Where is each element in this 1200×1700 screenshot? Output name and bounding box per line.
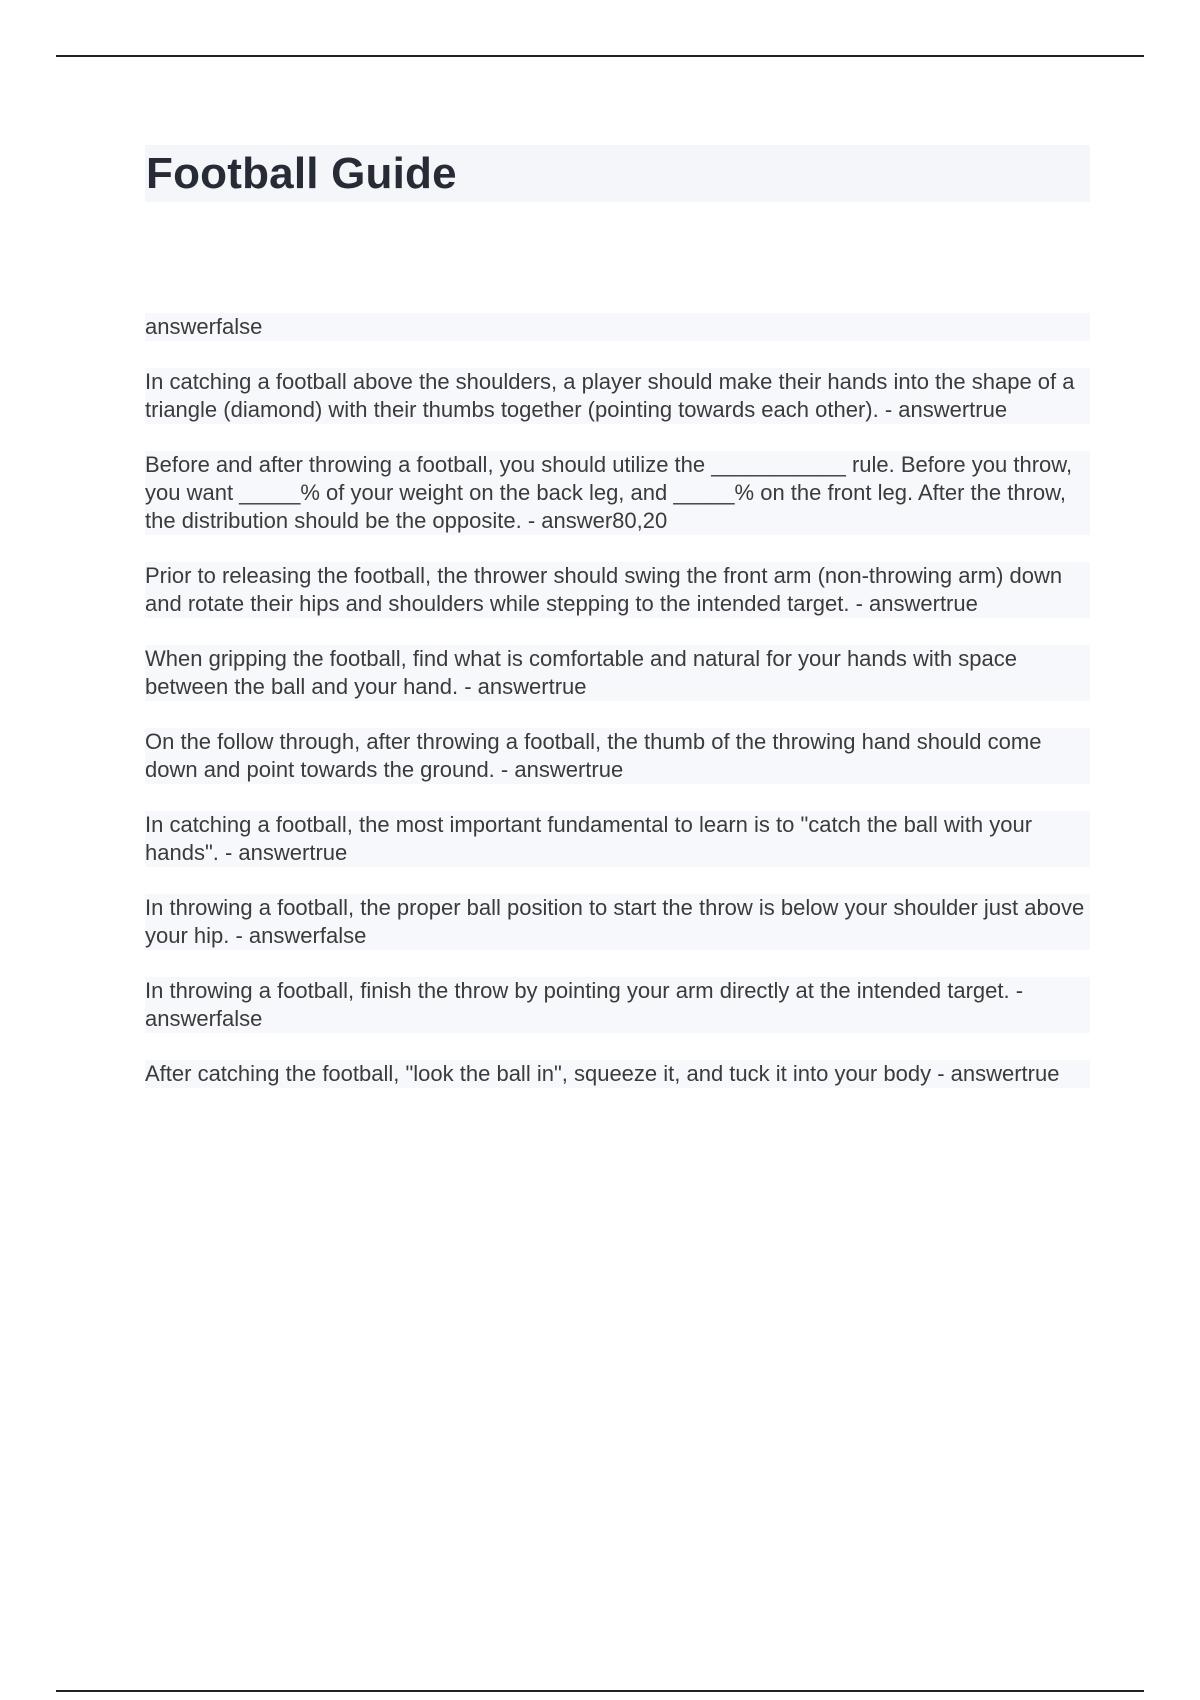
qa-item: In throwing a football, finish the throw by pointing your arm directly at the intended target. - answerfalse [145, 977, 1090, 1033]
qa-item: On the follow through, after throwing a football, the thumb of the throwing hand should come down and point towards the ground. - answertrue [145, 728, 1090, 784]
qa-item: After catching the football, "look the ball in", squeeze it, and tuck it into your body - answertrue [145, 1060, 1090, 1088]
header-rule [56, 55, 1144, 57]
footer-rule [56, 1690, 1144, 1692]
qa-item: When gripping the football, find what is comfortable and natural for your hands with space between the ball and your hand. - answertrue [145, 645, 1090, 701]
qa-item: In catching a football above the shoulders, a player should make their hands into the shape of a triangle (diamond) with their thumbs together (pointing towards each other). - answertrue [145, 368, 1090, 424]
qa-list [145, 313, 1090, 1115]
qa-item: In throwing a football, the proper ball position to start the throw is below your shoulder just above your hip. - answerfalse [145, 894, 1090, 950]
qa-item: Before and after throwing a football, you should utilize the ___________ rule. Before you throw, you want _____% of your weight on the back leg, and _____% on the front leg. After the throw, the distribution should be the opposite. - answer80,20 [145, 451, 1090, 535]
page-title: Football Guide [146, 149, 457, 198]
qa-item: Prior to releasing the football, the thrower should swing the front arm (non-throwing arm) down and rotate their hips and shoulders while stepping to the intended target. - answertrue [145, 562, 1090, 618]
qa-item: answerfalse [145, 313, 1090, 341]
qa-item: In catching a football, the most important fundamental to learn is to "catch the ball with your hands". - answertrue [145, 811, 1090, 867]
